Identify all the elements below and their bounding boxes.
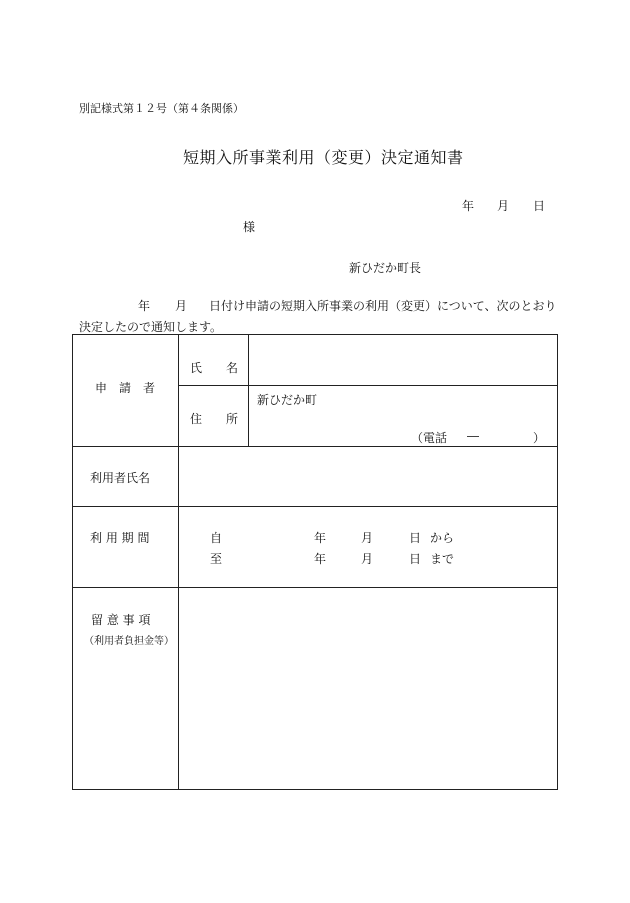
- address-value-cell[interactable]: [249, 386, 558, 447]
- body-line1: 日付け申請の短期入所事業の利用（変更）について、次のとおり: [209, 299, 557, 313]
- form-number: 別記様式第１２号（第４条関係）: [79, 102, 244, 115]
- user-name-value-cell[interactable]: [179, 447, 558, 507]
- addressee-suffix: 様: [243, 220, 256, 234]
- name-value-cell[interactable]: [249, 335, 558, 386]
- phone-label: （電話: [411, 431, 448, 445]
- document-title: 短期入所事業利用（変更）決定通知書: [183, 148, 464, 167]
- notes-label-cell: [73, 588, 179, 790]
- user-name-label: 利用者氏名: [90, 471, 151, 485]
- date-day: 日: [533, 199, 546, 213]
- period-from-day: 日: [409, 531, 422, 545]
- period-from-prefix: 自: [210, 531, 223, 545]
- applicant-label: 申 請 者: [95, 381, 156, 395]
- notice-table: [72, 334, 558, 790]
- period-to-month: 月: [361, 552, 374, 566]
- notes-sublabel: （利用者負担金等）: [84, 636, 174, 647]
- address-label-cell: [179, 386, 249, 447]
- period-to-prefix: 至: [210, 552, 223, 566]
- period-from-month: 月: [361, 531, 374, 545]
- phone-close: ）: [533, 431, 546, 445]
- body-line2: 決定したので通知します。: [79, 320, 223, 334]
- period-to-day: 日: [409, 552, 422, 566]
- user-name-label-cell: [73, 447, 179, 507]
- period-value-cell[interactable]: [179, 507, 558, 588]
- address-label: 住 所: [190, 412, 239, 426]
- applicant-cell: [73, 335, 179, 447]
- date-month: 月: [497, 199, 510, 213]
- period-to-year: 年: [314, 552, 327, 566]
- period-to-suffix: まで: [430, 552, 455, 566]
- period-from-year: 年: [314, 531, 327, 545]
- period-from-suffix: から: [430, 531, 455, 545]
- body-month: 月: [175, 299, 188, 313]
- period-label: 利 用 期 間: [90, 531, 150, 545]
- notes-label: 留 意 事 項: [91, 613, 151, 627]
- period-label-cell: [73, 507, 179, 588]
- name-label-cell: [179, 335, 249, 386]
- address-prefill: 新ひだか町: [257, 393, 318, 407]
- phone-dash: ―: [467, 429, 479, 443]
- body-year: 年: [138, 299, 151, 313]
- date-year: 年: [462, 199, 475, 213]
- name-label: 氏 名: [190, 361, 239, 375]
- issuer-name: 新ひだか町長: [349, 261, 422, 275]
- notes-value-cell[interactable]: [179, 588, 558, 790]
